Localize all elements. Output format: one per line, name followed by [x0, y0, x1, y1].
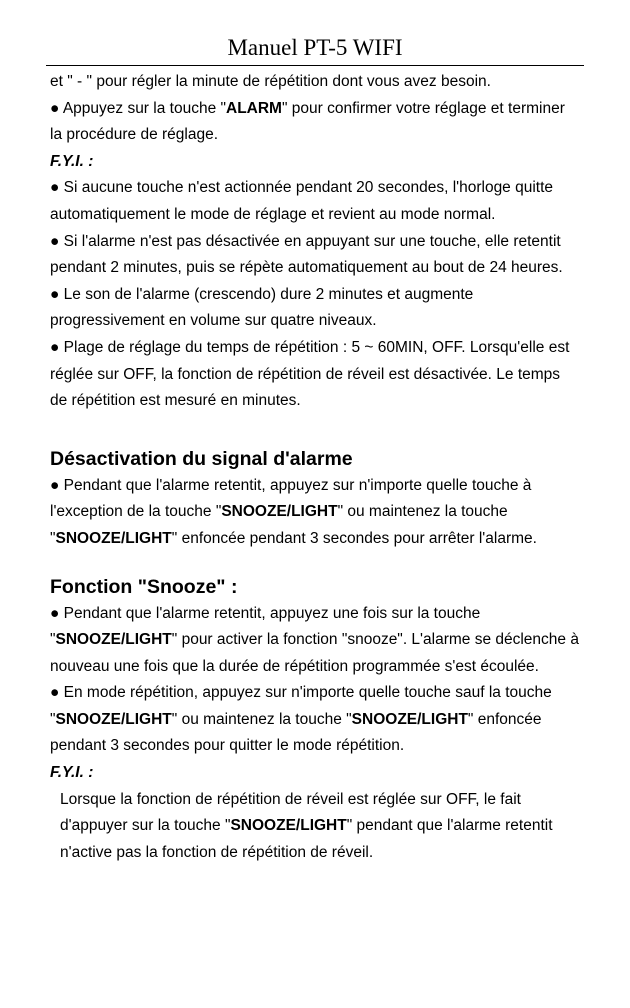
spacer: [50, 553, 580, 573]
text-run: " pendant que l'alarme retentit n'active pas la fonction de répétition de réveil.: [60, 817, 553, 861]
snooze-key-label: SNOOZE/LIGHT: [351, 710, 468, 728]
spacer: [50, 415, 580, 445]
snooze-key-label: SNOOZE/LIGHT: [55, 529, 172, 547]
manual-body: [50, 69, 580, 866]
snooze-paragraph-1: [50, 601, 580, 681]
alarm-key-label: ALARM: [226, 99, 282, 117]
snooze-key-label: SNOOZE/LIGHT: [221, 503, 338, 521]
snooze-paragraph-3: [50, 787, 580, 867]
text-run: " ou maintenez la touche ": [50, 503, 508, 547]
intro-paragraph-2: [50, 96, 580, 149]
text-run: ● Pendant que l'alarme retentit, appuyez sur n'importe quelle touche à l'exception de la touche ": [50, 476, 532, 521]
intro-paragraph-6: ● Plage de réglage du temps de répétition : 5 ~ 60MIN, OFF. Lorsqu'elle est réglée sur OFF, la fonction de répétition de réveil est désactivée. Le temps de répétition est mesuré en minutes.: [50, 338, 570, 410]
snooze-paragraph-2: [50, 680, 580, 760]
page-header-title: Manuel PT-5 WIFI: [227, 35, 403, 60]
text-run: ● Appuyez sur la touche ": [50, 99, 226, 117]
text-run: Lorsque la fonction de répétition de réveil est réglée sur OFF, le fait d'appuyer sur la touche ": [60, 790, 521, 835]
intro-paragraph-3: ● Si aucune touche n'est actionnée pendant 20 secondes, l'horloge quitte automatiquement le mode de réglage et revient au mode normal.: [50, 179, 554, 223]
snooze-key-label: SNOOZE/LIGHT: [55, 710, 172, 728]
intro-paragraph-1: et " - " pour régler la minute de répétition dont vous avez besoin.: [50, 73, 491, 90]
snooze-key-label: SNOOZE/LIGHT: [55, 631, 172, 649]
section-heading-snooze: Fonction "Snooze" :: [50, 575, 238, 598]
section-heading-disable-alarm: Désactivation du signal d'alarme: [50, 447, 353, 470]
text-run: " pour confirmer votre réglage et terminer la procédure de réglage.: [50, 99, 565, 144]
text-run: ● Pendant que l'alarme retentit, appuyez une fois sur la touche ": [50, 604, 481, 649]
text-run: ● En mode répétition, appuyez sur n'importe quelle touche sauf la touche ": [50, 684, 552, 728]
text-run: " enfoncée pendant 3 secondes pour arrêter l'alarme.: [171, 529, 537, 547]
fyi-label: F.Y.I. :: [50, 152, 94, 170]
snooze-key-label: SNOOZE/LIGHT: [230, 817, 347, 835]
text-run: " pour activer la fonction "snooze". L'alarme se déclenche à nouveau une fois que la durée de répétition programmée s'est écoulée.: [50, 631, 579, 675]
intro-paragraph-4: ● Si l'alarme n'est pas désactivée en appuyant sur une touche, elle retentit pendant 2 minutes, puis se répète automatiquement au bout de 24 heures.: [50, 232, 563, 277]
header-rule: [46, 65, 584, 66]
fyi-label: F.Y.I. :: [50, 764, 94, 782]
text-run: " enfoncée pendant 3 secondes pour quitter le mode répétition.: [50, 710, 542, 755]
text-run: " ou maintenez la touche ": [171, 710, 352, 728]
disable-alarm-paragraph: [50, 473, 580, 553]
intro-paragraph-5: ● Le son de l'alarme (crescendo) dure 2 minutes et augmente progressivement en volume sur quatre niveaux.: [50, 285, 474, 330]
